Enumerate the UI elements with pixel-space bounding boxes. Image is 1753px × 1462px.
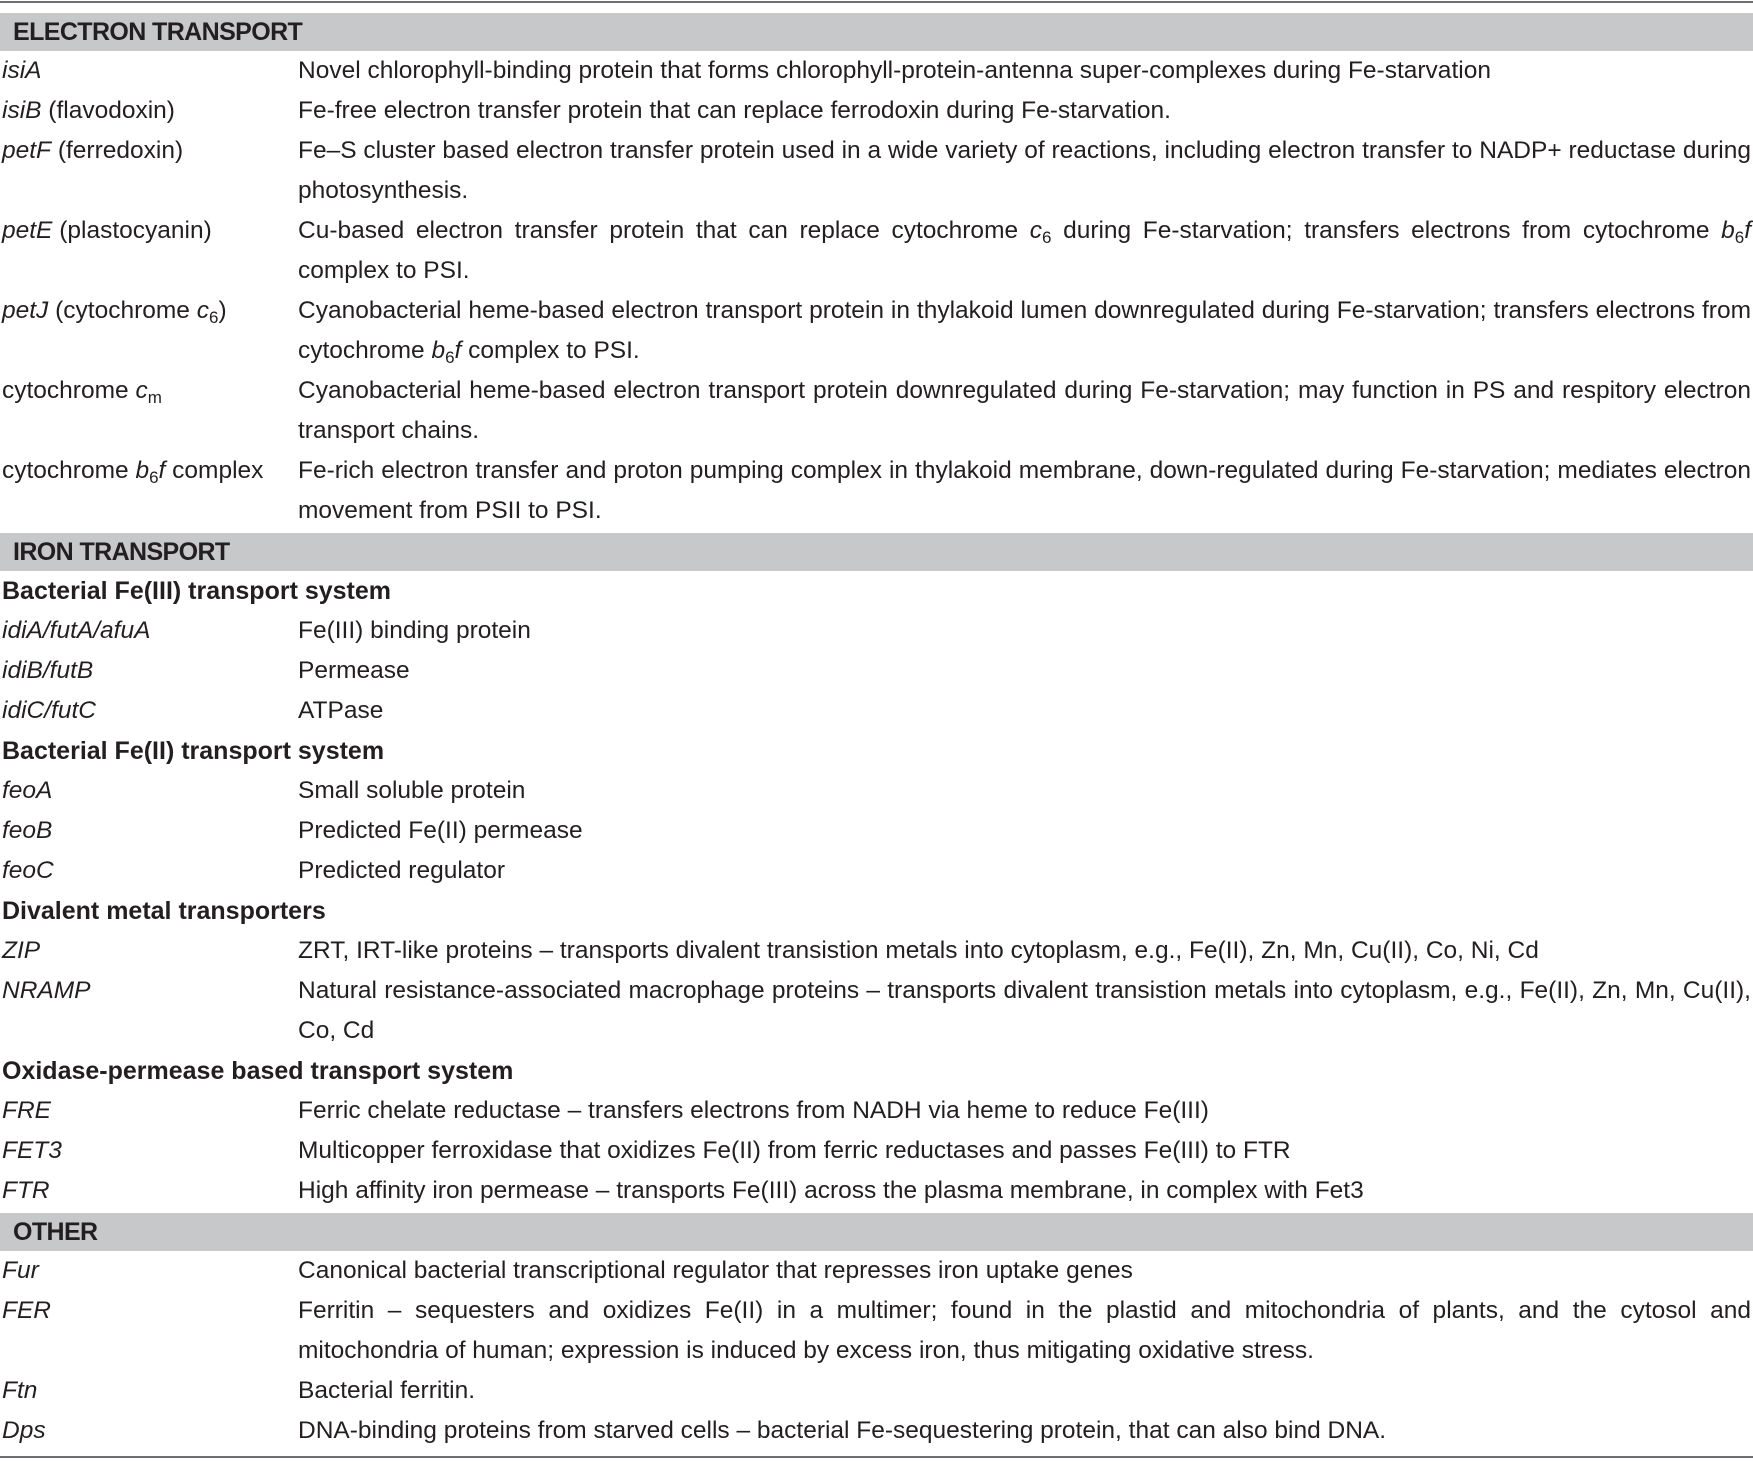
- gene-description: Fe(III) binding protein: [298, 617, 531, 644]
- gene-description: ATPase: [298, 697, 384, 724]
- table-bottom-rule: [0, 1456, 1753, 1458]
- gene-name: isiA: [2, 57, 42, 84]
- gene-name: ZIP: [2, 937, 41, 964]
- table-row: [0, 211, 1753, 291]
- gene-description: Small soluble protein: [298, 777, 526, 804]
- table-row: [0, 91, 1753, 131]
- gene-name: petJ (cytochrome $c_6$): [2, 297, 227, 327]
- subsection-heading: Oxidase-permease based transport system: [2, 1057, 514, 1085]
- table-row: [0, 371, 1753, 451]
- gene-name: cytochrome $c_m$: [2, 377, 162, 407]
- table-row: [0, 1251, 1753, 1291]
- gene-name: idiA/futA/afuA: [2, 617, 151, 644]
- gene-name: FTR: [2, 1177, 50, 1204]
- gene-description: Novel chlorophyll-binding protein that forms chlorophyll-protein-antenna super-complexes during Fe-starvation: [298, 57, 1491, 84]
- table-row: [0, 611, 1753, 651]
- table-row: [0, 971, 1753, 1051]
- subsection-heading: Bacterial Fe(II) transport system: [2, 737, 385, 765]
- gene-description: Bacterial ferritin.: [298, 1377, 476, 1404]
- gene-description: Cu-based electron transfer protein that can replace cytochrome $c_6$ during Fe-starvation; transfers electrons from cytochrome $b_6f$ complex to PSI.: [298, 217, 1751, 284]
- gene-table: [0, 11, 1753, 1451]
- gene-description: High affinity iron permease – transports Fe(III) across the plasma membrane, in complex with Fet3: [298, 1177, 1364, 1204]
- gene-name: NRAMP: [2, 977, 91, 1004]
- table-row: [0, 851, 1753, 891]
- table-row: [0, 1291, 1753, 1371]
- gene-description: Fe-rich electron transfer and proton pumping complex in thylakoid membrane, down-regulated during Fe-starvation; mediates electron movement from PSII to PSI.: [298, 457, 1751, 524]
- table-row: [0, 51, 1753, 91]
- gene-name: isiB (flavodoxin): [2, 97, 175, 124]
- gene-name: feoB: [2, 817, 53, 844]
- table-row: [0, 451, 1753, 531]
- gene-name: petE (plastocyanin): [2, 217, 212, 244]
- table-row: [0, 691, 1753, 731]
- table-row: [0, 931, 1753, 971]
- gene-name: idiB/futB: [2, 657, 94, 684]
- table-row: [0, 1371, 1753, 1411]
- section-header-other: OTHER: [0, 1213, 1753, 1251]
- table-row: [0, 1091, 1753, 1131]
- gene-description: Fe-free electron transfer protein that can replace ferrodoxin during Fe-starvation.: [298, 97, 1171, 124]
- section-header-electron-transport: ELECTRON TRANSPORT: [0, 13, 1753, 51]
- gene-name: Dps: [2, 1417, 46, 1444]
- gene-description: Canonical bacterial transcriptional regulator that represses iron uptake genes: [298, 1257, 1133, 1284]
- subsection-heading: Bacterial Fe(III) transport system: [2, 577, 392, 605]
- gene-name: FET3: [2, 1137, 62, 1164]
- gene-description: Cyanobacterial heme-based electron transport protein in thylakoid lumen downregulated during Fe-starvation; transfers electrons from cytochrome $b_6f$ complex to PSI.: [298, 297, 1751, 367]
- table-row: [0, 771, 1753, 811]
- gene-description: Fe–S cluster based electron transfer protein used in a wide variety of reactions, including electron transfer to NADP+ reductase during photosynthesis.: [298, 137, 1751, 204]
- table-row: [0, 811, 1753, 851]
- table-row: [0, 651, 1753, 691]
- gene-description: Ferritin – sequesters and oxidizes Fe(II) in a multimer; found in the plastid and mitochondria of plants, and the cytosol and mitochondria of human; expression is induced by excess iron, thus mitigating oxidative stress.: [298, 1297, 1751, 1364]
- gene-name: petF (ferredoxin): [2, 137, 184, 164]
- gene-name: FRE: [2, 1097, 51, 1124]
- gene-description: Permease: [298, 657, 410, 684]
- gene-name: FER: [2, 1297, 51, 1324]
- table-top-rule: [0, 1, 1753, 3]
- table-row: [0, 131, 1753, 211]
- gene-description: Predicted Fe(II) permease: [298, 817, 583, 844]
- gene-description: Multicopper ferroxidase that oxidizes Fe(II) from ferric reductases and passes Fe(III) to FTR: [298, 1137, 1291, 1164]
- table-row: [0, 1411, 1753, 1451]
- gene-name: feoC: [2, 857, 54, 884]
- gene-description: DNA-binding proteins from starved cells – bacterial Fe-sequestering protein, that can also bind DNA.: [298, 1417, 1387, 1444]
- subsection-heading: Divalent metal transporters: [2, 897, 326, 925]
- gene-name: feoA: [2, 777, 53, 804]
- gene-description: Ferric chelate reductase – transfers electrons from NADH via heme to reduce Fe(III): [298, 1097, 1209, 1124]
- section-header-iron-transport: IRON TRANSPORT: [0, 533, 1753, 571]
- table-row: [0, 1171, 1753, 1211]
- gene-description: Predicted regulator: [298, 857, 506, 884]
- gene-name: cytochrome $b_6f$ complex: [2, 457, 264, 487]
- table-row: [0, 291, 1753, 371]
- gene-name: idiC/futC: [2, 697, 96, 724]
- table-row: [0, 1131, 1753, 1171]
- gene-name: Fur: [2, 1257, 39, 1284]
- gene-description: Natural resistance-associated macrophage proteins – transports divalent transistion metals into cytoplasm, e.g., Fe(II), Zn, Mn, Cu(II), Co, Cd: [298, 977, 1751, 1044]
- gene-name: Ftn: [2, 1377, 38, 1404]
- gene-description: Cyanobacterial heme-based electron transport protein downregulated during Fe-starvation; may function in PS and respitory electron transport chains.: [298, 377, 1751, 444]
- gene-description: ZRT, IRT-like proteins – transports divalent transistion metals into cytoplasm, e.g., Fe(II), Zn, Mn, Cu(II), Co, Ni, Cd: [298, 937, 1539, 964]
